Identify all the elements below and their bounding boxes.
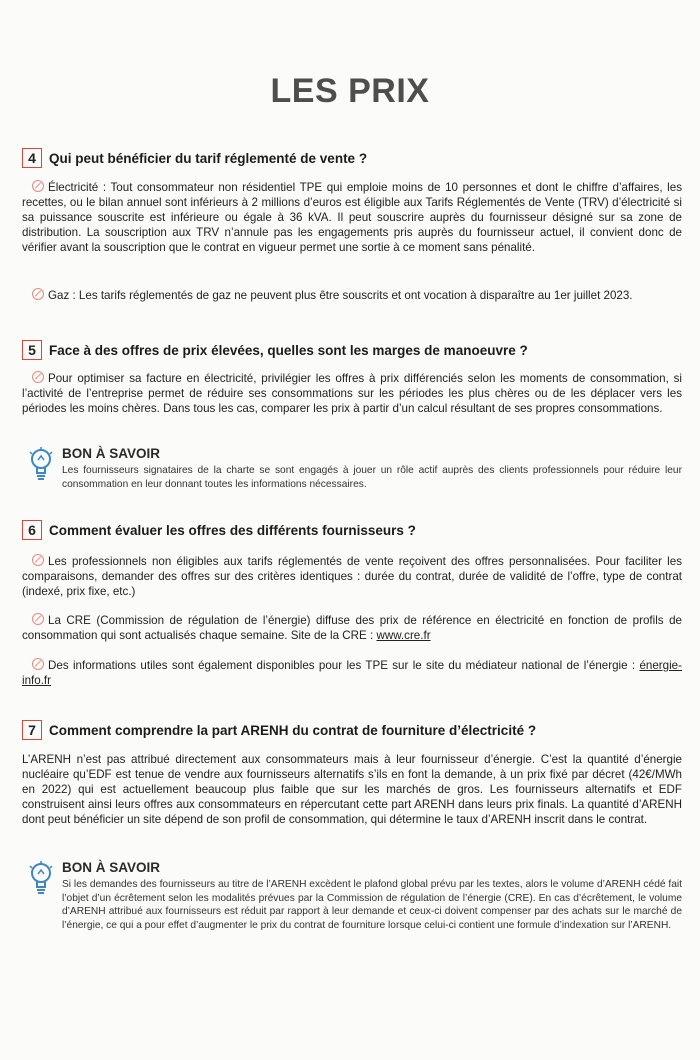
question-5-heading [22,340,678,360]
slashed-circle-icon [32,658,44,670]
paragraph-text: Pour optimiser sa facture en électricité, privilégier les offres à prix différenciés selon les moments de consommation, si l’activité de l’entreprise permet de réduire ses consommations sur les périodes les plus chères ou de les déplacer vers les périodes les moins chères. Dans tous les cas, comparer les prix à partir d’un calcul résultant de ses propres consommations. [22,372,682,415]
lightbulb-icon [28,446,54,486]
question-title: Comment évaluer les offres des différents fournisseurs ? [49,522,416,538]
page-title: LES PRIX [270,72,430,110]
tip-text: Les fournisseurs signataires de la charte se sont engagés à jouer un rôle actif auprès des clients professionnels pour réduire leur consommation en leur donnant toutes les informations nécessaires. [62,465,682,490]
question-title: Comment comprendre la part ARENH du contrat de fourniture d’électricité ? [49,722,537,738]
tip-box [28,860,682,932]
tip-title: BON À SAVOIR [62,860,161,875]
question-title: Face à des offres de prix élevées, quelles sont les marges de manoeuvre ? [49,342,528,358]
question-6-paragraph-3 [22,658,682,688]
slashed-circle-icon [32,371,44,383]
slashed-circle-icon [32,554,44,566]
question-5-paragraph [22,371,682,416]
question-6-paragraph-2 [22,613,682,643]
question-7-paragraph [22,752,682,827]
slashed-circle-icon [32,613,44,625]
question-4-gas-paragraph [22,288,682,303]
paragraph-text: Gaz : Les tarifs réglementés de gaz ne peuvent plus être souscrits et ont vocation à disparaître au 1er juillet 2023. [48,289,633,302]
question-6-heading [22,520,678,540]
lightbulb-icon [28,860,54,900]
tip-text: Si les demandes des fournisseurs au titre de l’ARENH excèdent le plafond global prévu par les textes, alors le volume d’ARENH cédé fait l’objet d’un écrêtement selon les modalités prévues par la Commission de régulation de l’énergie (CRE). En cas d’écrêtement, le volume d’ARENH attribué aux fournisseurs est réduit par rapport à leur demande et ceux-ci doivent compenser par des achats sur le marché de l’énergie, ce qui a pour effet d’augmenter le prix du contrat de fourniture lorsque celui-ci contient une formule d’indexation sur l’ARENH. [62,879,682,931]
paragraph-text: La CRE (Commission de régulation de l’énergie) diffuse des prix de référence en électricité en fonction de profils de consommation qui sont actualisés chaque semaine. Site de la CRE : [22,614,682,642]
question-4-electricity-paragraph [22,180,682,255]
tip-box [28,446,682,491]
paragraph-text: Électricité : Tout consommateur non résidentiel TPE qui emploie moins de 10 personnes et dont le chiffre d’affaires, les recettes, ou le bilan annuel sont inférieurs à 2 millions d’euros est éligible aux Tarifs Réglementés de Vente (TRV) d’électricité si sa puissance souscrite est inférieure ou égale à 36 kVA. Il peut souscrire auprès du fournisseur désigné sur sa zone de distribution. La souscription aux TRV n’annule pas les engagements pris auprès du fournisseur actuel, il convient donc de vérifier avant la souscription que le contrat en vigueur permet une sortie à ce moment sans pénalité. [22,181,682,254]
cre-link[interactable]: www.cre.fr [376,629,431,642]
question-number: 6 [22,520,42,540]
paragraph-text: L’ARENH n’est pas attribué directement aux consommateurs mais à leur fournisseur d’énergie. C’est la quantité d’énergie nucléaire qu’EDF est tenue de vendre aux fournisseurs alternatifs s’ils en font la demande, à un prix fixé par décret (42€/MWh en 2022) qui est actuellement beaucoup plus faible que sur les marchés de gros. Les fournisseurs alternatifs et EDF construisent ainsi leurs offres aux consommateurs en répercutant cette part ARENH dans leurs prix finals. La quantité d’ARENH dont peut bénéficier un site dépend de son profil de consommation, qui détermine le taux d’ARENH inscrit dans le contrat. [22,753,682,826]
question-title: Qui peut bénéficier du tarif réglementé de vente ? [49,150,368,166]
paragraph-text: Des informations utiles sont également disponibles pour les TPE sur le site du médiateur national de l’énergie : [48,659,640,672]
question-4-heading [22,148,678,168]
tip-title: BON À SAVOIR [62,446,161,461]
tip-content [62,860,682,932]
question-7-heading [22,720,678,740]
question-number: 4 [22,148,42,168]
slashed-circle-icon [32,180,44,192]
paragraph-text: Les professionnels non éligibles aux tarifs réglementés de vente reçoivent des offres personnalisées. Pour faciliter les comparaisons, demander des offres sur des critères identiques : durée du contrat, durée de validité de l’offre, type de contrat (indexé, prix fixe, etc.) [22,555,682,598]
question-number: 7 [22,720,42,740]
tip-content [62,446,682,491]
question-number: 5 [22,340,42,360]
question-6-paragraph-1 [22,554,682,599]
slashed-circle-icon [32,288,44,300]
energie-info-link[interactable]: énergie-info.fr [22,659,682,687]
